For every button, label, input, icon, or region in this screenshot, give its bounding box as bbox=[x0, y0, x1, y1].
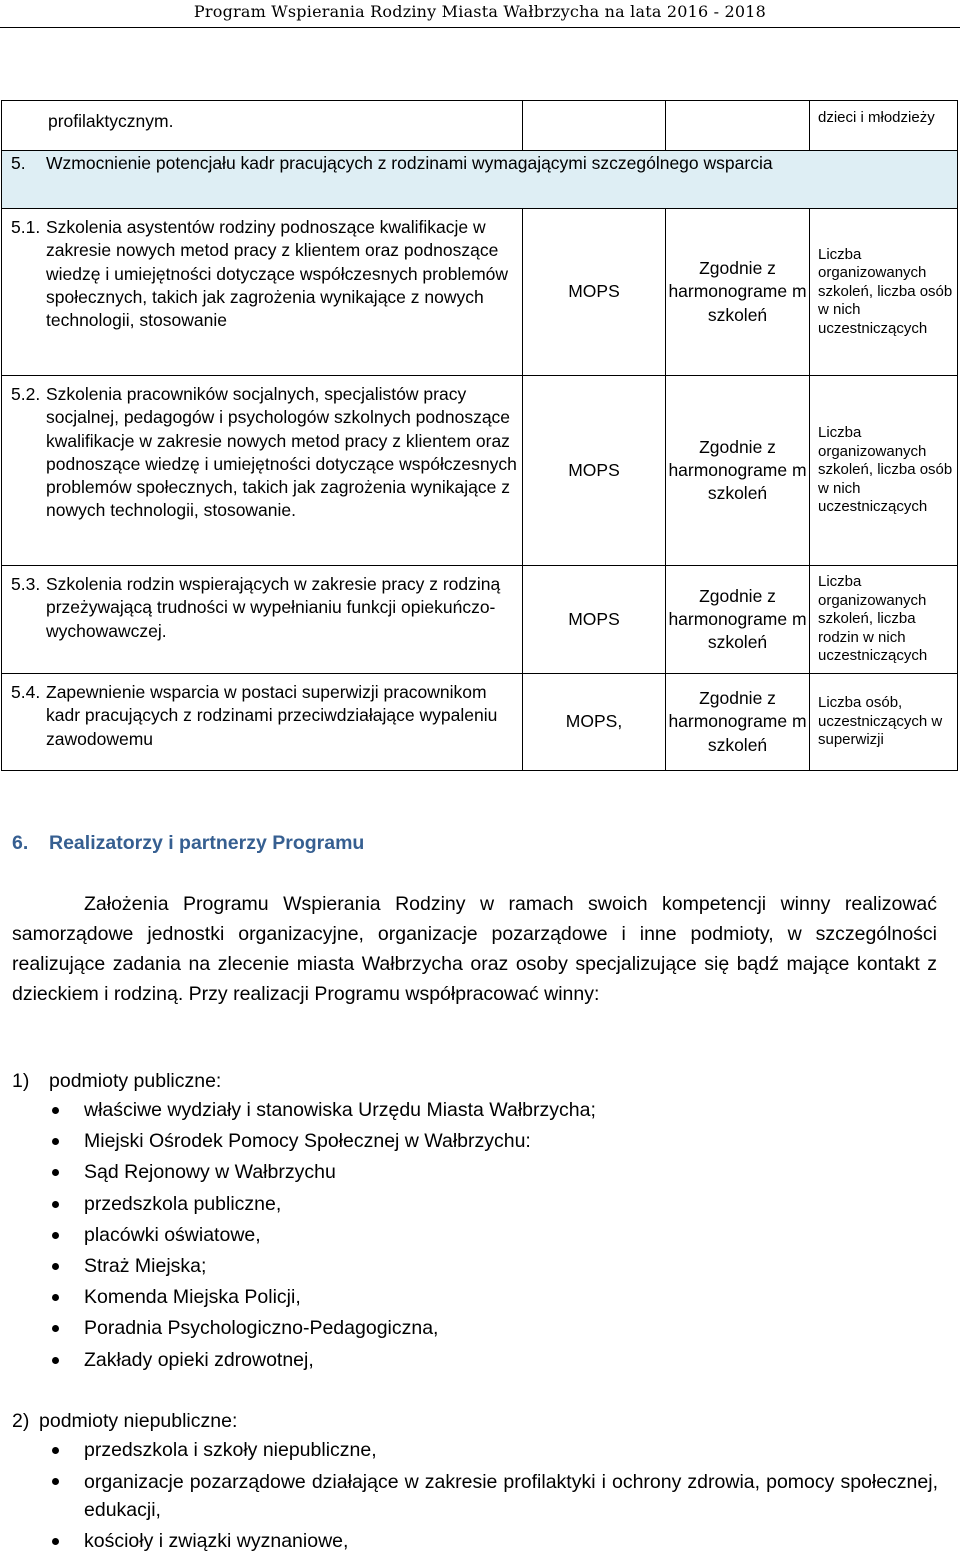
task-cell: 5.3. Szkolenia rodzin wspierających w zakresie pracy z rodziną przeżywającą trudności w wypełnianiu funkcji opiekuńczo-wychowawczej. bbox=[2, 566, 523, 674]
indicator-cell: Liczba organizowanych szkoleń, liczba osób w nich uczestniczących bbox=[810, 209, 958, 376]
list-item: właściwe wydziały i stanowiska Urzędu Miasta Wałbrzycha; bbox=[48, 1095, 938, 1126]
deadline-cell: Zgodnie z harmonograme m szkoleń bbox=[666, 376, 810, 566]
deadline-cell: Zgodnie z harmonograme m szkoleń bbox=[666, 674, 810, 771]
indicator-cell: dzieci i młodzieży bbox=[810, 101, 958, 151]
indicator-cell: Liczba osób, uczestniczących w superwizji bbox=[810, 674, 958, 771]
task-cell: 5.2. Szkolenia pracowników socjalnych, specjalistów pracy socjalnej, pedagogów i psychologów szkolnych podnoszące kwalifikacje w zakresie nowych metod pracy z klientem oraz podnoszące wiedzę i umiejętności dotyczące współczesnych problemów społecznych, takich jak zagrożenia wynikające z nowych technologii, stosowanie. bbox=[2, 376, 523, 566]
public-group-title: 1) podmioty publiczne: bbox=[12, 1070, 222, 1092]
list-item: Poradnia Psychologiczno-Pedagogiczna, bbox=[48, 1313, 938, 1344]
table-row bbox=[2, 674, 958, 771]
deadline-cell bbox=[666, 101, 810, 151]
executor-cell: MOPS bbox=[523, 376, 666, 566]
list-item: kościoły i związki wyznaniowe, bbox=[48, 1526, 938, 1557]
section-title: Realizatorzy i partnerzy Programu bbox=[49, 832, 365, 854]
list-item: Zakłady opieki zdrowotnej, bbox=[48, 1345, 938, 1376]
list-item: Sąd Rejonowy w Wałbrzychu bbox=[48, 1157, 938, 1188]
executor-cell: MOPS bbox=[523, 209, 666, 376]
section-row bbox=[2, 151, 958, 209]
list-item: placówki oświatowe, bbox=[48, 1220, 938, 1251]
tasks-table bbox=[1, 100, 958, 771]
header-rule bbox=[0, 27, 960, 28]
table-row bbox=[2, 376, 958, 566]
list-item: Straż Miejska; bbox=[48, 1251, 938, 1282]
indicator-cell: Liczba organizowanych szkoleń, liczba osób w nich uczestniczących bbox=[810, 376, 958, 566]
list-item: przedszkola publiczne, bbox=[48, 1189, 938, 1220]
table-row-continuation bbox=[2, 101, 958, 151]
section-heading bbox=[12, 830, 712, 856]
nonpublic-entities-list bbox=[48, 1435, 938, 1557]
list-item: Miejski Ośrodek Pomocy Społecznej w Wałbrzychu: bbox=[48, 1126, 938, 1157]
task-cell: profilaktycznym. bbox=[2, 101, 523, 151]
section-title: 5. Wzmocnienie potencjału kadr pracujących z rodzinami wymagającymi szczególnego wsparcia bbox=[2, 151, 958, 209]
executor-cell bbox=[523, 101, 666, 151]
task-cell: 5.4. Zapewnienie wsparcia w postaci superwizji pracownikom kadr pracujących z rodzinami przeciwdziałające wypaleniu zawodowemu bbox=[2, 674, 523, 771]
running-header: Program Wspierania Rodziny Miasta Wałbrzycha na lata 2016 - 2018 bbox=[193, 2, 767, 21]
public-entities-list bbox=[48, 1095, 938, 1376]
section-number: 6. bbox=[12, 832, 29, 854]
list-item: organizacje pozarządowe działające w zakresie profilaktyki i ochrony zdrowia, pomocy społecznej, edukacji, bbox=[48, 1466, 938, 1526]
table-row bbox=[2, 209, 958, 376]
list-item: Komenda Miejska Policji, bbox=[48, 1282, 938, 1313]
indicator-cell: Liczba organizowanych szkoleń, liczba rodzin w nich uczestniczących bbox=[810, 566, 958, 674]
executor-cell: MOPS bbox=[523, 566, 666, 674]
deadline-cell: Zgodnie z harmonograme m szkoleń bbox=[666, 566, 810, 674]
table-row bbox=[2, 566, 958, 674]
deadline-cell: Zgodnie z harmonograme m szkoleń bbox=[666, 209, 810, 376]
task-cell: 5.1. Szkolenia asystentów rodziny podnoszące kwalifikacje w zakresie nowych metod pracy z klientem oraz podnoszące wiedzę i umiejętności dotyczące współczesnych problemów społecznych, takich jak zagrożenia wynikające z nowych technologii, stosowanie bbox=[2, 209, 523, 376]
executor-cell: MOPS, bbox=[523, 674, 666, 771]
list-item: przedszkola i szkoły niepubliczne, bbox=[48, 1435, 938, 1466]
nonpublic-group-title: 2) podmioty niepubliczne: bbox=[12, 1410, 238, 1432]
intro-paragraph: Założenia Programu Wspierania Rodziny w ramach swoich kompetencji winny realizować samorządowe jednostki organizacyjne, organizacje pozarządowe i inne podmioty, w szczególności realizujące zadania na zlecenie miasta Wałbrzycha oraz osoby specjalizujące się bądź mające kontakt z dzieckiem i rodziną. Przy realizacji Programu współpracować winny: bbox=[12, 893, 937, 1005]
